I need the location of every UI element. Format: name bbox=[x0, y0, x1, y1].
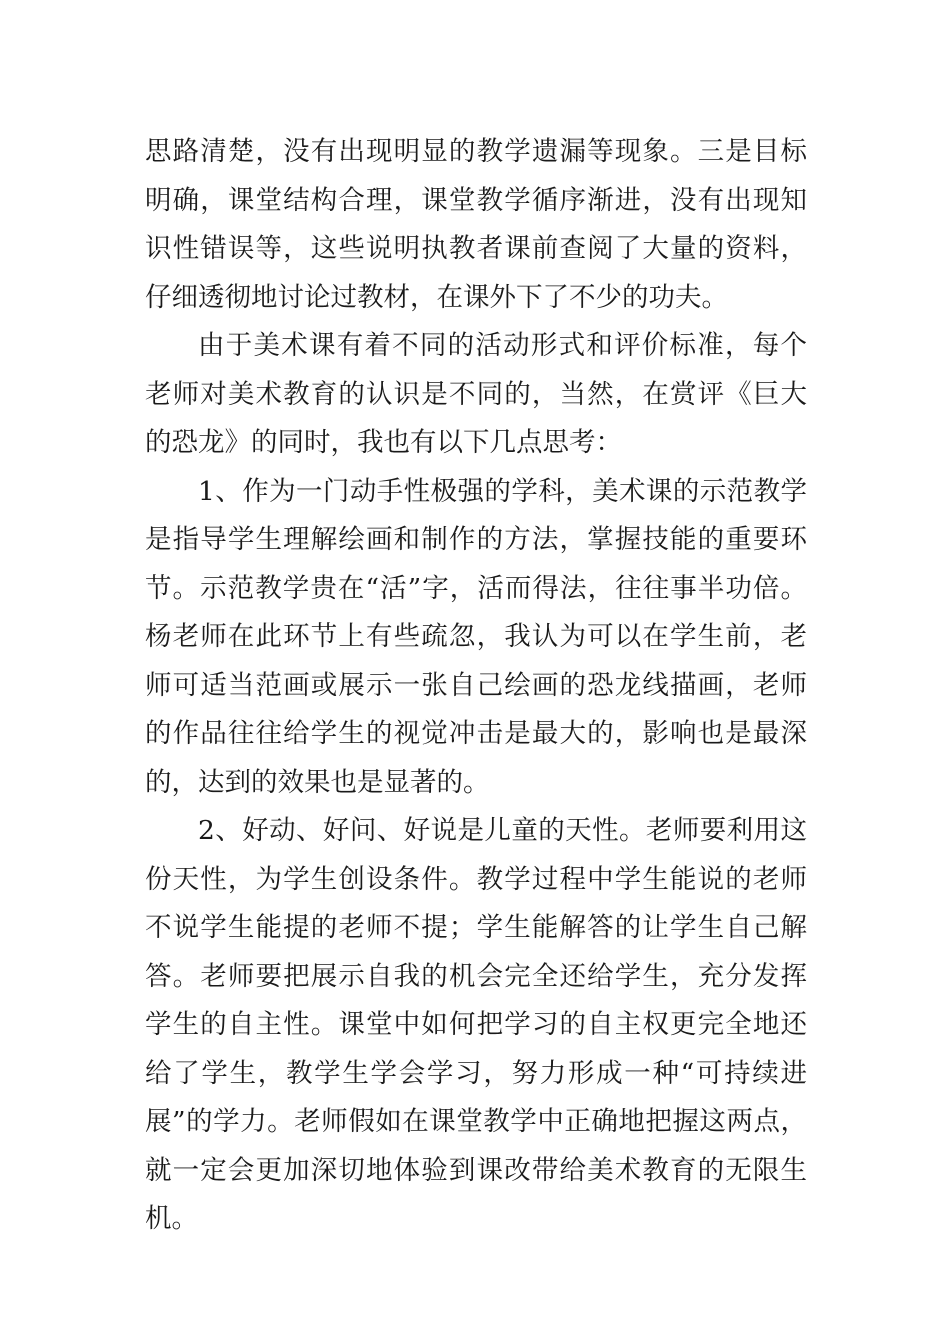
paragraph-4: 2、好动、好问、好说是儿童的天性。老师要利用这份天性，为学生创设条件。教学过程中学生能说的老师不说学生能提的老师不提；学生能解答的让学生自己解答。老师要把展示自我的机会完全还给学生，充分发挥学生的自主性。课堂中如何把学习的自主权更完全地还给了学生，教学生学会学习，努力形成一种“可持续进展”的学力。老师假如在课堂教学中正确地把握这两点，就一定会更加深切地体验到课改带给美术教育的无限生机。 bbox=[145, 815, 807, 1234]
paragraph-1: 思路清楚，没有出现明显的教学遗漏等现象。三是目标明确，课堂结构合理，课堂教学循序渐进，没有出现知识性错误等，这些说明执教者课前查阅了大量的资料，仔细透彻地讨论过教材，在课外下了不少的功夫。 bbox=[145, 136, 807, 313]
document-body bbox=[145, 128, 807, 1244]
paragraph-3: 1、作为一门动手性极强的学科，美术课的示范教学是指导学生理解绘画和制作的方法，掌握技能的重要环节。示范教学贵在“活”字，活而得法，往往事半功倍。杨老师在此环节上有些疏忽，我认为可以在学生前，老师可适当范画或展示一张自己绘画的恐龙线描画，老师的作品往往给学生的视觉冲击是最大的，影响也是最深的，达到的效果也是显著的。 bbox=[145, 475, 807, 798]
paragraph-2: 由于美术课有着不同的活动形式和评价标准，每个老师对美术教育的认识是不同的，当然，在赏评《巨大的恐龙》的同时，我也有以下几点思考： bbox=[145, 330, 807, 458]
